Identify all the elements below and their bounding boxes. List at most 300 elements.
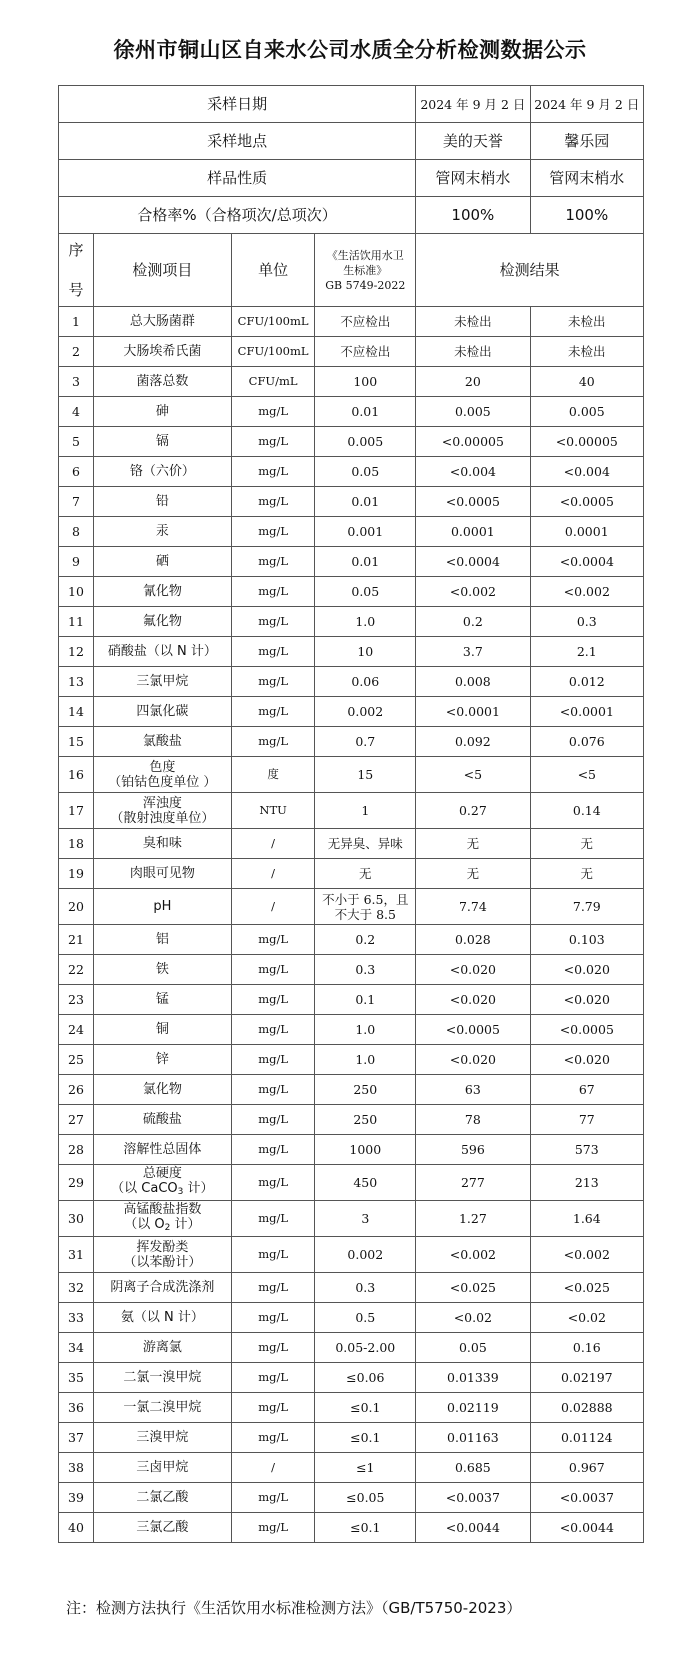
row-no: 8 [59,517,94,547]
table-row [59,367,644,397]
row-item [93,1165,231,1201]
row-result-1: 0.01163 [416,1423,530,1453]
table-row [59,793,644,829]
row-item [93,1015,231,1045]
row-standard: 1.0 [315,1045,416,1075]
row-result-2: 0.076 [530,727,643,757]
row-item [93,985,231,1015]
row-item [93,1303,231,1333]
item-name: 硒 [155,554,169,569]
row-result-2: 0.01124 [530,1423,643,1453]
row-result-1: <0.025 [416,1273,530,1303]
table-row [59,859,644,889]
row-result-1: 20 [416,367,530,397]
row-item [93,1273,231,1303]
row-result-2: 0.02888 [530,1393,643,1423]
row-item [93,1393,231,1423]
row-no: 9 [59,547,94,577]
row-unit: mg/L [231,487,315,517]
sample-type-2: 管网末梢水 [530,160,643,197]
item-name: 铬（六价） [129,464,195,479]
row-item [93,517,231,547]
table-row [59,487,644,517]
row-result-2: <0.02 [530,1303,643,1333]
row-result-1: <0.020 [416,955,530,985]
row-no: 16 [59,757,94,793]
sample-date-2: 2024 年 9 月 2 日 [530,86,643,123]
sample-site-2: 馨乐园 [530,123,643,160]
row-item [93,1135,231,1165]
col-std-line3: GB 5749-2022 [325,278,406,292]
row-unit: mg/L [231,457,315,487]
col-std-line1: 《生活饮用水卫 [326,248,404,262]
row-result-1: <0.0005 [416,487,530,517]
item-name: 氨（以 N 计） [120,1310,204,1325]
table-row [59,1423,644,1453]
sample-type-row [59,160,644,197]
table-row [59,457,644,487]
pass-rate-2: 100% [530,197,643,234]
row-no: 2 [59,337,94,367]
row-item [93,793,231,829]
row-result-2: 2.1 [530,637,643,667]
row-result-1: <0.02 [416,1303,530,1333]
row-unit: mg/L [231,667,315,697]
row-standard: 0.01 [315,487,416,517]
item-name: 镉 [155,434,169,449]
row-item [93,1483,231,1513]
row-result-1: 0.028 [416,925,530,955]
row-unit: mg/L [231,955,315,985]
row-result-2: <0.002 [530,577,643,607]
table-row [59,829,644,859]
row-item [93,307,231,337]
item-name: 三卤甲烷 [136,1460,189,1475]
row-result-1: <0.020 [416,985,530,1015]
table-row [59,637,644,667]
item-name: 四氯化碳 [136,704,189,719]
row-unit: mg/L [231,517,315,547]
table-row [59,1135,644,1165]
row-standard: 250 [315,1105,416,1135]
table-row [59,955,644,985]
row-standard: ≤0.1 [315,1423,416,1453]
footnote: 注：检测方法执行《生活饮用水标准检测方法》（GB/T5750-2023） [66,1599,522,1617]
row-item [93,1075,231,1105]
sample-site-label: 采样地点 [59,123,416,160]
row-result-2: 0.02197 [530,1363,643,1393]
item-name: 汞 [155,524,169,539]
table-row [59,307,644,337]
item-name: 菌落总数 [136,374,189,389]
col-no-line2: 号 [68,281,84,299]
item-name: 氟化物 [142,614,182,629]
row-result-1: <0.002 [416,577,530,607]
table-row [59,1165,644,1201]
item-name: 三溴甲烷 [136,1430,189,1445]
item-name: 三氯乙酸 [136,1520,189,1535]
table-row [59,1237,644,1273]
item-name: 二氯一溴甲烷 [123,1370,202,1385]
row-unit: NTU [231,793,315,829]
row-result-2: 0.0001 [530,517,643,547]
table-row [59,1201,644,1237]
row-result-1: 未检出 [416,307,530,337]
row-standard: 15 [315,757,416,793]
row-result-1: 277 [416,1165,530,1201]
row-standard: 250 [315,1075,416,1105]
row-no: 4 [59,397,94,427]
table-row [59,1333,644,1363]
row-unit: mg/L [231,1045,315,1075]
item-name: 色度 [149,759,176,775]
row-result-1: 0.092 [416,727,530,757]
item-name: 游离氯 [142,1340,182,1355]
water-quality-table [58,85,644,1543]
table-row [59,667,644,697]
item-name: 总硬度 [142,1165,182,1181]
row-no: 18 [59,829,94,859]
row-result-1: <0.004 [416,457,530,487]
sample-date-1: 2024 年 9 月 2 日 [416,86,530,123]
row-result-2: <0.0037 [530,1483,643,1513]
row-result-2: <0.004 [530,457,643,487]
row-result-2: <5 [530,757,643,793]
row-unit: mg/L [231,397,315,427]
pass-rate-row [59,197,644,234]
item-name: 氯化物 [142,1082,182,1097]
row-unit: / [231,889,315,925]
col-std-line2: 生标准》 [343,263,388,277]
row-no: 30 [59,1201,94,1237]
table-row [59,985,644,1015]
table-row [59,697,644,727]
table-row [59,757,644,793]
row-result-2: 无 [530,859,643,889]
row-standard: 0.05-2.00 [315,1333,416,1363]
row-result-2: 0.16 [530,1333,643,1363]
item-name: 阴离子合成洗涤剂 [110,1280,215,1295]
subscript: 3 [177,1186,184,1197]
item-name: 硝酸盐（以 N 计） [107,644,217,659]
sample-type-1: 管网末梢水 [416,160,530,197]
col-standard-header [315,234,416,307]
row-unit: mg/L [231,1333,315,1363]
row-unit: mg/L [231,1273,315,1303]
item-name: 总大肠菌群 [129,314,195,329]
row-unit: CFU/100mL [231,307,315,337]
row-result-1: <0.0001 [416,697,530,727]
item-name: 浑浊度 [142,795,182,811]
row-unit: mg/L [231,727,315,757]
row-item [93,1105,231,1135]
item-name: 锰 [155,992,169,1007]
item-name: 肉眼可见物 [129,866,195,881]
row-standard: 0.002 [315,1237,416,1273]
row-standard: 0.001 [315,517,416,547]
table-row [59,1075,644,1105]
row-result-1: <0.002 [416,1237,530,1273]
row-unit: / [231,829,315,859]
sample-site-row [59,123,644,160]
col-result-header: 检测结果 [416,234,644,307]
row-result-1: 63 [416,1075,530,1105]
row-item [93,955,231,985]
row-standard: 0.1 [315,985,416,1015]
row-result-2: <0.020 [530,1045,643,1075]
table-row [59,1045,644,1075]
row-unit: mg/L [231,637,315,667]
row-standard: 0.002 [315,697,416,727]
row-no: 39 [59,1483,94,1513]
row-item [93,1453,231,1483]
row-no: 17 [59,793,94,829]
row-unit: mg/L [231,1513,315,1543]
item-name: pH [153,899,172,914]
row-standard: 无异臭、异味 [315,829,416,859]
row-unit: mg/L [231,1483,315,1513]
table-row [59,925,644,955]
row-result-2: <0.0044 [530,1513,643,1543]
row-standard: 0.01 [315,397,416,427]
row-no: 10 [59,577,94,607]
row-standard: ≤0.05 [315,1483,416,1513]
row-result-2: <0.002 [530,1237,643,1273]
row-no: 6 [59,457,94,487]
row-standard: 0.005 [315,427,416,457]
row-result-2: 0.967 [530,1453,643,1483]
row-item [93,577,231,607]
row-standard: ≤1 [315,1453,416,1483]
row-standard: 0.05 [315,457,416,487]
table-row [59,577,644,607]
row-unit: mg/L [231,427,315,457]
row-no: 7 [59,487,94,517]
row-unit: mg/L [231,1165,315,1201]
row-standard: 不小于 6.5，且 不大于 8.5 [315,889,416,925]
row-result-2: <0.020 [530,955,643,985]
row-standard: 1.0 [315,607,416,637]
row-standard: 0.05 [315,577,416,607]
row-item [93,1423,231,1453]
table-row [59,517,644,547]
row-unit: mg/L [231,607,315,637]
item-name-note: （以 CaCO$_3$ 计） [111,1180,214,1197]
pass-rate-label: 合格率%（合格项次/总项次） [59,197,416,234]
row-standard: 0.01 [315,547,416,577]
row-item [93,757,231,793]
row-no: 20 [59,889,94,925]
column-header-row [59,234,644,307]
item-name: 大肠埃希氏菌 [123,344,202,359]
row-result-1: 未检出 [416,337,530,367]
row-result-2: 0.103 [530,925,643,955]
pass-rate-1: 100% [416,197,530,234]
table-row [59,1363,644,1393]
row-unit: mg/L [231,1423,315,1453]
row-result-2: 7.79 [530,889,643,925]
row-no: 1 [59,307,94,337]
row-unit: CFU/100mL [231,337,315,367]
item-name-note: （以 $O_2$ 计） [124,1216,201,1233]
row-no: 19 [59,859,94,889]
row-no: 32 [59,1273,94,1303]
row-result-1: 596 [416,1135,530,1165]
row-no: 34 [59,1333,94,1363]
item-name-note: （散射浊度单位） [110,810,215,826]
row-no: 3 [59,367,94,397]
row-item [93,667,231,697]
col-unit-header: 单位 [231,234,315,307]
row-item [93,697,231,727]
row-result-1: 7.74 [416,889,530,925]
row-result-2: 40 [530,367,643,397]
row-standard: ≤0.1 [315,1513,416,1543]
row-item [93,859,231,889]
row-no: 27 [59,1105,94,1135]
row-result-2: 213 [530,1165,643,1201]
row-no: 37 [59,1423,94,1453]
item-name: 锌 [155,1052,169,1067]
row-result-1: 无 [416,829,530,859]
row-result-1: <0.0044 [416,1513,530,1543]
table-row [59,1513,644,1543]
row-result-2: 67 [530,1075,643,1105]
item-name: 铅 [155,494,169,509]
row-result-1: <0.0004 [416,547,530,577]
row-item [93,1237,231,1273]
table-row [59,337,644,367]
row-result-2: 无 [530,829,643,859]
row-item [93,727,231,757]
row-no: 38 [59,1453,94,1483]
row-result-1: 0.005 [416,397,530,427]
row-standard: 1.0 [315,1015,416,1045]
row-standard: 100 [315,367,416,397]
row-no: 33 [59,1303,94,1333]
table-row [59,1393,644,1423]
row-no: 35 [59,1363,94,1393]
row-item [93,637,231,667]
sample-date-row [59,86,644,123]
row-item [93,397,231,427]
row-item [93,607,231,637]
row-result-1: 无 [416,859,530,889]
table-row [59,1483,644,1513]
row-no: 25 [59,1045,94,1075]
row-standard: 3 [315,1201,416,1237]
row-standard: 0.5 [315,1303,416,1333]
row-result-2: 0.012 [530,667,643,697]
row-standard: ≤0.1 [315,1393,416,1423]
row-result-2: 573 [530,1135,643,1165]
table-row [59,607,644,637]
item-name: 铝 [155,932,169,947]
table-row [59,1303,644,1333]
row-no: 14 [59,697,94,727]
row-result-2: 0.3 [530,607,643,637]
row-no: 11 [59,607,94,637]
row-no: 22 [59,955,94,985]
row-item [93,1333,231,1363]
row-item [93,925,231,955]
row-unit: mg/L [231,1363,315,1393]
sample-type-label: 样品性质 [59,160,416,197]
row-item [93,1201,231,1237]
row-result-1: 0.02119 [416,1393,530,1423]
row-result-1: 78 [416,1105,530,1135]
row-unit: mg/L [231,1105,315,1135]
table-row [59,1015,644,1045]
row-result-2: 1.64 [530,1201,643,1237]
sample-site-1: 美的天誉 [416,123,530,160]
item-name: 氰化物 [142,584,182,599]
row-no: 36 [59,1393,94,1423]
row-item [93,487,231,517]
row-result-2: <0.020 [530,985,643,1015]
row-result-2: <0.0004 [530,547,643,577]
row-result-2: <0.025 [530,1273,643,1303]
row-result-1: <0.0005 [416,1015,530,1045]
row-unit: mg/L [231,1303,315,1333]
item-name: 氯酸盐 [142,734,182,749]
item-name: 一氯二溴甲烷 [123,1400,202,1415]
row-result-1: 0.27 [416,793,530,829]
row-no: 13 [59,667,94,697]
row-no: 23 [59,985,94,1015]
table-row [59,1105,644,1135]
row-result-1: 3.7 [416,637,530,667]
row-item [93,1513,231,1543]
table-row [59,1273,644,1303]
item-name: 铜 [155,1022,169,1037]
row-standard: 0.3 [315,955,416,985]
row-standard: 0.3 [315,1273,416,1303]
item-name-note: （以苯酚计） [123,1254,202,1270]
row-standard: ≤0.06 [315,1363,416,1393]
row-result-1: <0.00005 [416,427,530,457]
table-row [59,397,644,427]
item-name-note: （铂钴色度单位 ） [108,774,217,790]
row-unit: CFU/mL [231,367,315,397]
row-result-2: <0.0001 [530,697,643,727]
row-result-1: 0.685 [416,1453,530,1483]
row-result-2: 未检出 [530,337,643,367]
row-result-1: 1.27 [416,1201,530,1237]
row-result-1: <0.0037 [416,1483,530,1513]
row-unit: 度 [231,757,315,793]
row-no: 31 [59,1237,94,1273]
row-result-1: 0.2 [416,607,530,637]
row-no: 24 [59,1015,94,1045]
row-result-2: <0.00005 [530,427,643,457]
item-name: 二氯乙酸 [136,1490,189,1505]
row-item [93,889,231,925]
row-standard: 无 [315,859,416,889]
row-result-2: <0.0005 [530,487,643,517]
row-result-2: 0.005 [530,397,643,427]
row-standard: 0.2 [315,925,416,955]
row-no: 28 [59,1135,94,1165]
row-item [93,427,231,457]
row-item [93,829,231,859]
table-row [59,727,644,757]
row-standard: 0.06 [315,667,416,697]
col-no-header [59,234,94,307]
row-no: 26 [59,1075,94,1105]
row-result-1: 0.05 [416,1333,530,1363]
table-row [59,547,644,577]
